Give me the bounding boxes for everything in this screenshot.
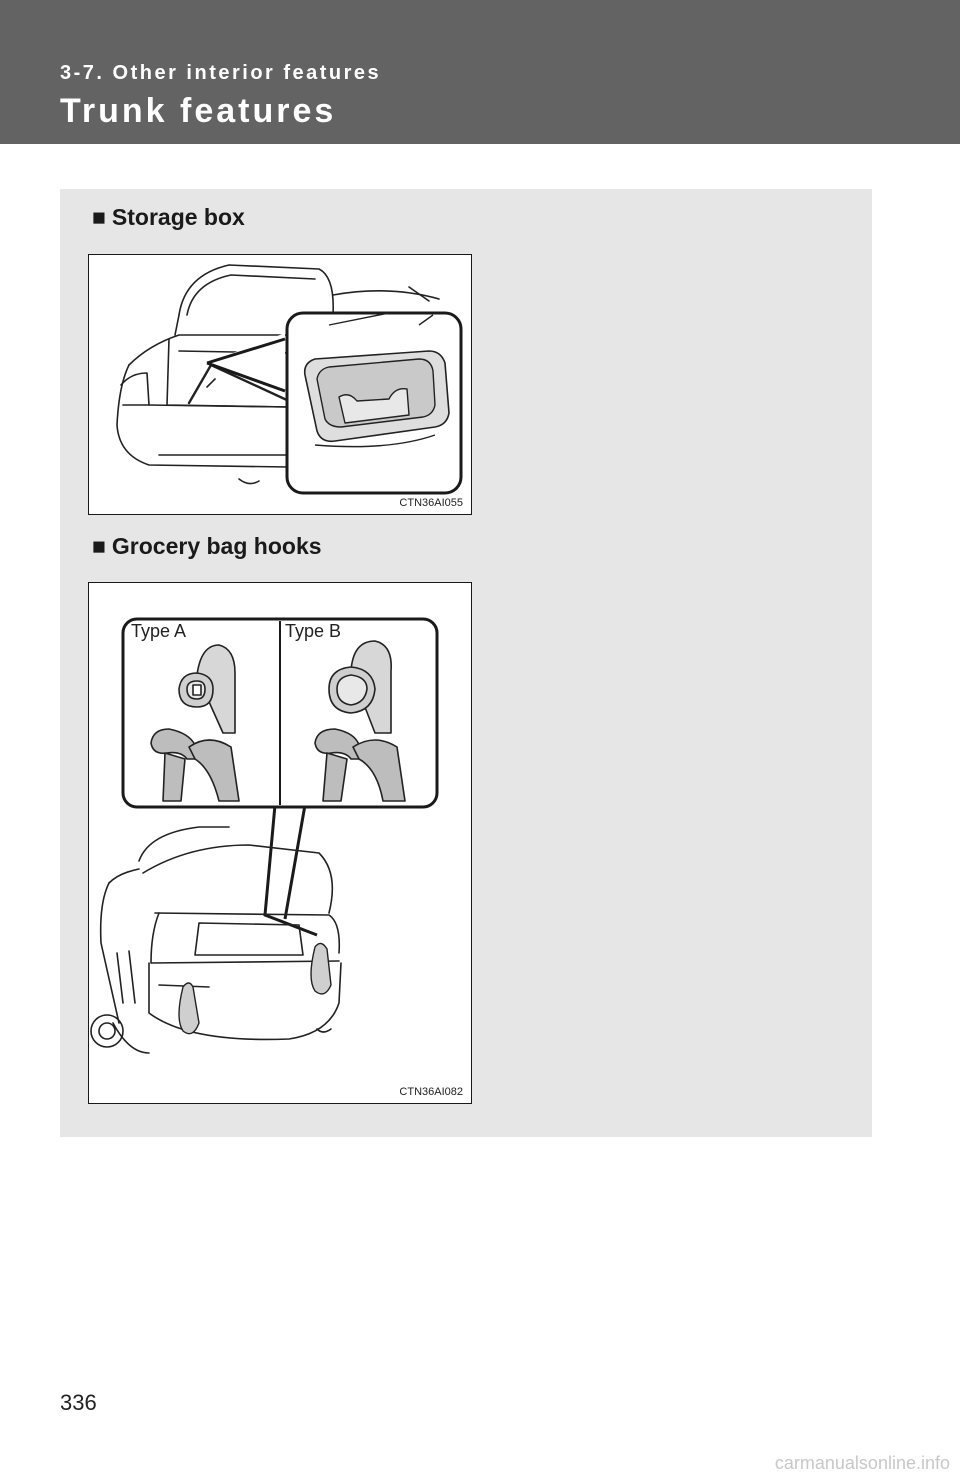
- figure-code: CTN36AI082: [399, 1086, 463, 1098]
- figure-code: CTN36AI055: [399, 497, 463, 509]
- storage-box-heading-text: Storage box: [111, 204, 245, 230]
- storage-box-illustration: [88, 254, 472, 515]
- bullet-square-icon: ■: [92, 204, 106, 230]
- page-header: [0, 0, 960, 144]
- bullet-square-icon: ■: [92, 533, 106, 559]
- trunk-hooks-drawing: [89, 583, 472, 1104]
- grocery-bag-hooks-illustration: [88, 582, 472, 1104]
- watermark: carmanualsonline.info: [774, 1453, 950, 1473]
- type-a-label: Type A: [131, 621, 187, 641]
- type-b-label: Type B: [285, 621, 342, 641]
- trunk-storage-box-drawing: [89, 255, 472, 515]
- page-title: Trunk features: [60, 92, 337, 130]
- grocery-bag-hooks-heading: [92, 533, 322, 560]
- storage-box-heading: [92, 204, 245, 231]
- page-number: 336: [60, 1390, 97, 1415]
- section-title: 3-7. Other interior features: [60, 62, 382, 84]
- grocery-bag-hooks-heading-text: Grocery bag hooks: [111, 533, 322, 559]
